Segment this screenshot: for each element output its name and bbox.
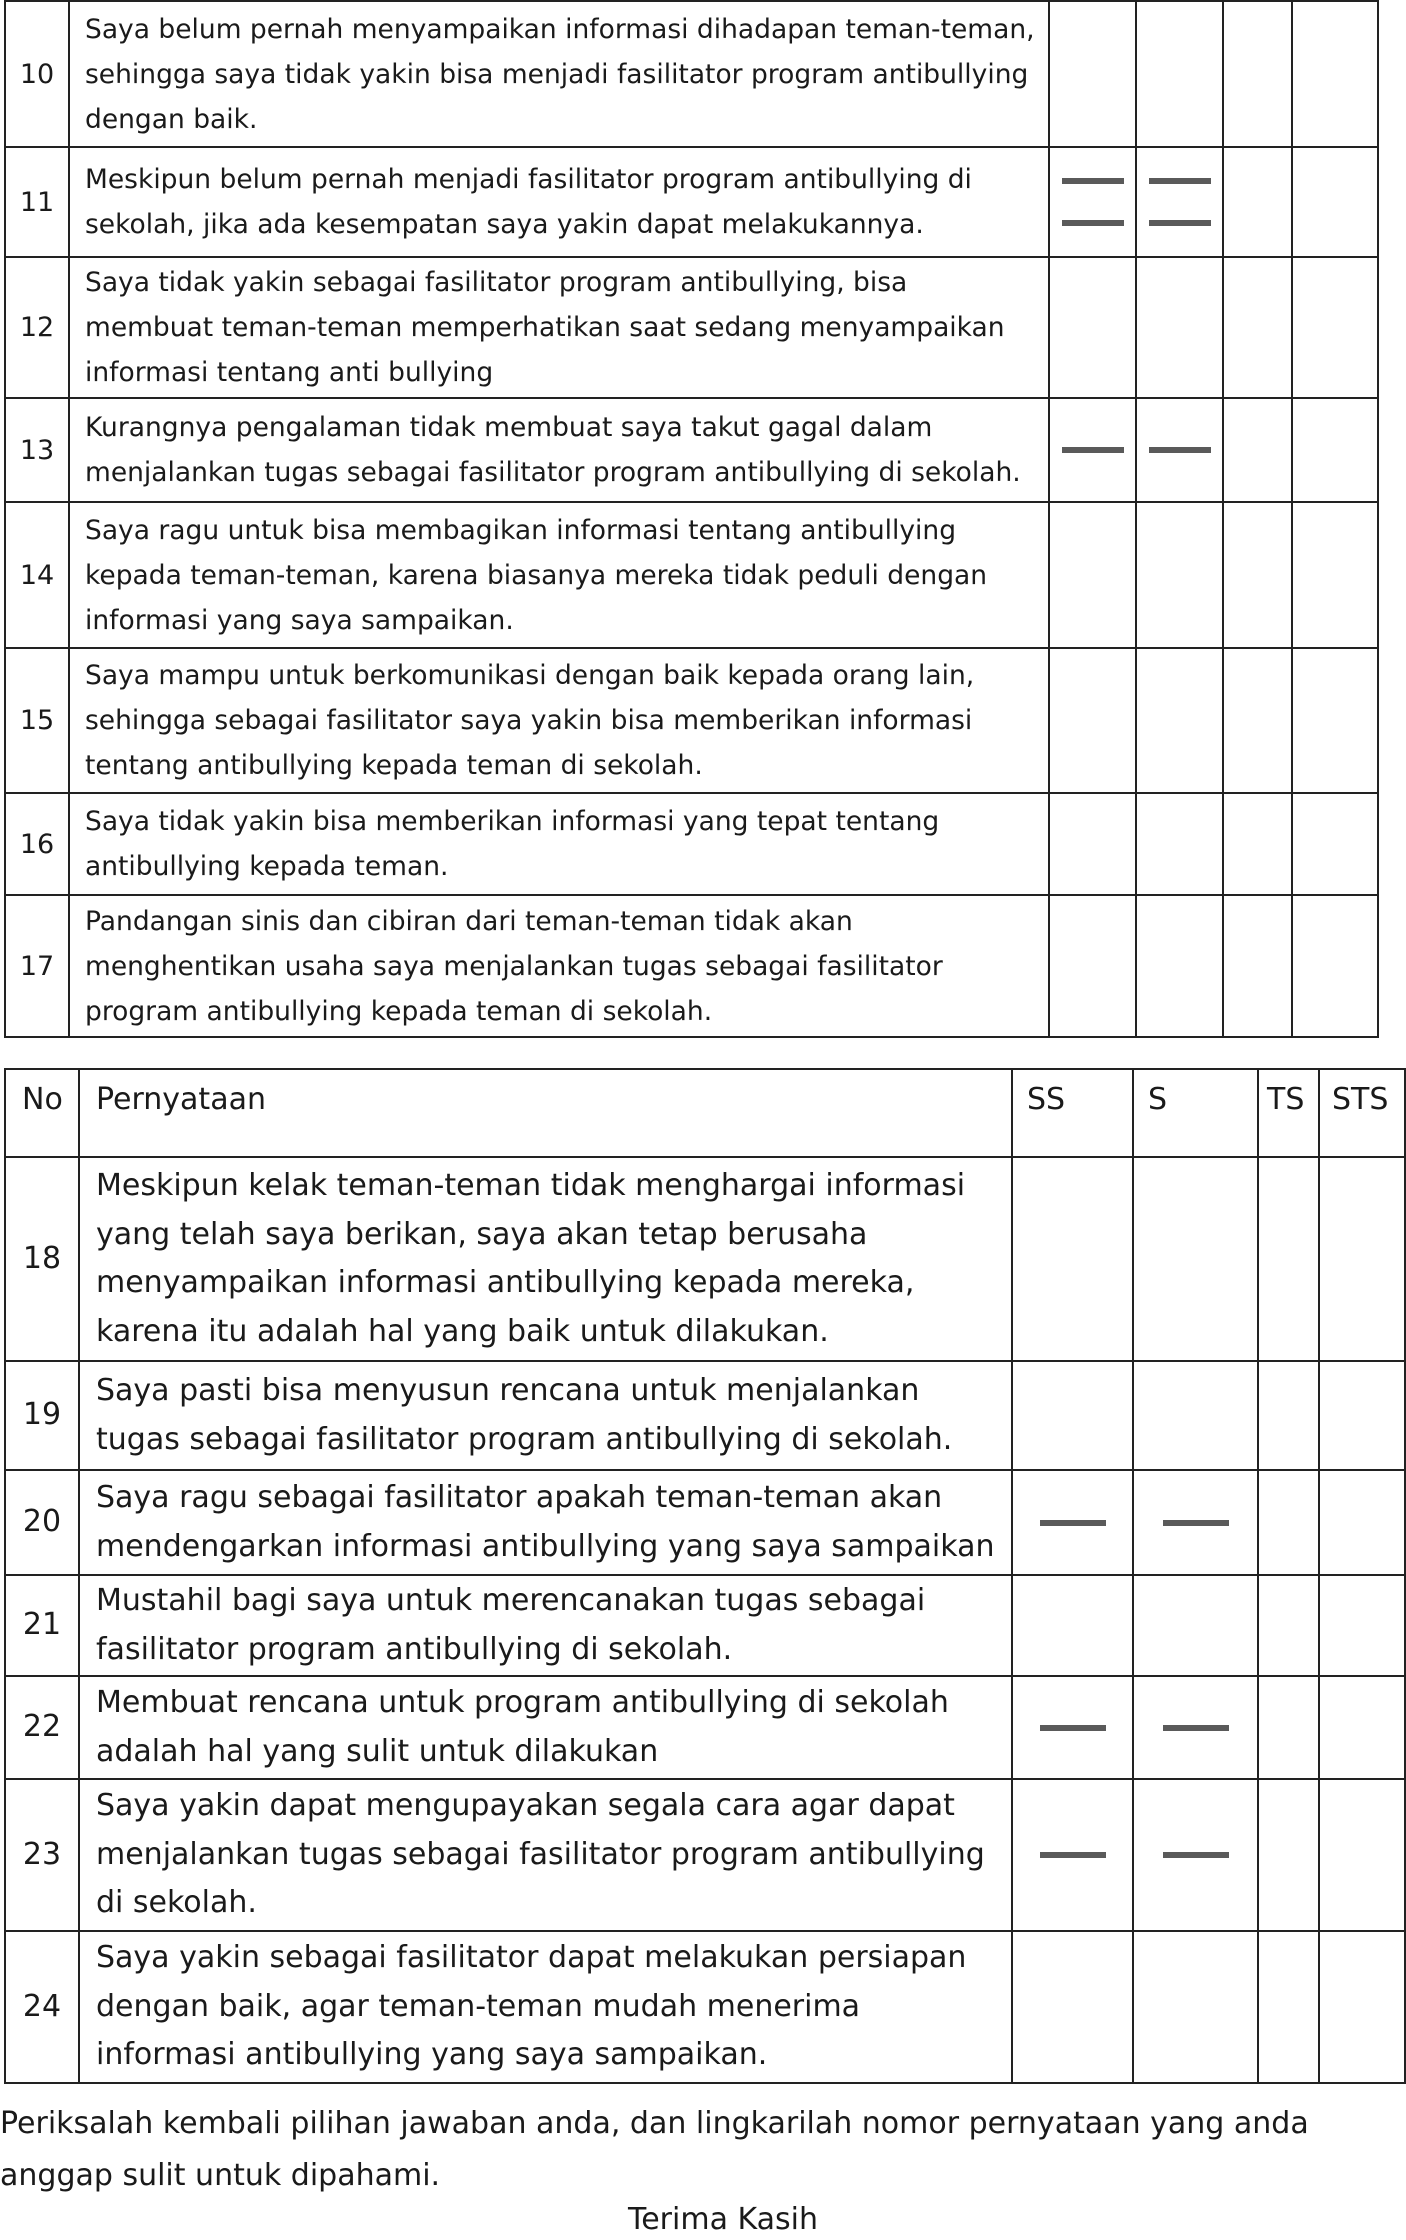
table-row bbox=[5, 1779, 1405, 1931]
answer-cell-ts[interactable] bbox=[1223, 1, 1292, 147]
answer-cell-s[interactable] bbox=[1136, 257, 1223, 398]
answer-cell-s[interactable] bbox=[1133, 1361, 1258, 1470]
table-row bbox=[5, 1470, 1405, 1575]
answer-cell-ss[interactable] bbox=[1012, 1779, 1133, 1931]
column-header-statement: Pernyataan bbox=[79, 1069, 1012, 1157]
answer-cell-ss[interactable] bbox=[1049, 502, 1136, 648]
statement-text: Kurangnya pengalaman tidak membuat saya takut gagal dalam menjalankan tugas sebagai fasilitator program antibullying di sekolah. bbox=[69, 398, 1049, 502]
statement-text: Saya pasti bisa menyusun rencana untuk menjalankan tugas sebagai fasilitator program antibullying di sekolah. bbox=[79, 1361, 1012, 1470]
answer-cell-s[interactable] bbox=[1136, 895, 1223, 1037]
table-header-row bbox=[5, 1069, 1405, 1157]
closing-thanks: Terima Kasih bbox=[628, 2202, 819, 2237]
row-number: 11 bbox=[5, 147, 69, 257]
answer-cell-sts[interactable] bbox=[1319, 1931, 1405, 2083]
answer-cell-sts[interactable] bbox=[1319, 1779, 1405, 1931]
answer-cell-sts[interactable] bbox=[1292, 793, 1378, 895]
answer-cell-ss[interactable] bbox=[1049, 1, 1136, 147]
row-number: 21 bbox=[5, 1575, 79, 1676]
answer-cell-sts[interactable] bbox=[1319, 1676, 1405, 1779]
answer-cell-sts[interactable] bbox=[1319, 1575, 1405, 1676]
questionnaire-table-part-2 bbox=[4, 1068, 1406, 2084]
dash-mark bbox=[1062, 220, 1124, 226]
table-row bbox=[5, 1676, 1405, 1779]
table-row bbox=[5, 1, 1378, 147]
answer-cell-ss[interactable] bbox=[1049, 793, 1136, 895]
answer-cell-ss[interactable] bbox=[1049, 895, 1136, 1037]
answer-cell-s[interactable] bbox=[1136, 793, 1223, 895]
answer-cell-s[interactable] bbox=[1136, 1, 1223, 147]
column-header-sts: STS bbox=[1319, 1069, 1405, 1157]
statement-text: Saya yakin sebagai fasilitator dapat melakukan persiapan dengan baik, agar teman-teman mudah menerima informasi antibullying yang saya sampaikan. bbox=[79, 1931, 1012, 2083]
answer-cell-sts[interactable] bbox=[1292, 502, 1378, 648]
answer-cell-ts[interactable] bbox=[1223, 793, 1292, 895]
questionnaire-table-part-1 bbox=[4, 0, 1379, 1038]
statement-text: Meskipun kelak teman-teman tidak menghargai informasi yang telah saya berikan, saya akan tetap berusaha menyampaikan informasi antibullying kepada mereka, karena itu adalah hal yang baik untuk dilakukan. bbox=[79, 1157, 1012, 1361]
row-number: 10 bbox=[5, 1, 69, 147]
column-header-s: S bbox=[1133, 1069, 1258, 1157]
answer-cell-ss[interactable] bbox=[1012, 1676, 1133, 1779]
row-number: 14 bbox=[5, 502, 69, 648]
answer-cell-s[interactable] bbox=[1133, 1676, 1258, 1779]
dash-mark bbox=[1040, 1852, 1106, 1858]
answer-cell-s[interactable] bbox=[1136, 502, 1223, 648]
table-row bbox=[5, 147, 1378, 257]
dash-mark bbox=[1149, 178, 1211, 184]
answer-cell-sts[interactable] bbox=[1292, 398, 1378, 502]
statement-text: Saya ragu untuk bisa membagikan informasi tentang antibullying kepada teman-teman, karena biasanya mereka tidak peduli dengan informasi yang saya sampaikan. bbox=[69, 502, 1049, 648]
answer-cell-ts[interactable] bbox=[1223, 895, 1292, 1037]
answer-cell-ss[interactable] bbox=[1012, 1470, 1133, 1575]
answer-cell-ts[interactable] bbox=[1258, 1779, 1319, 1931]
answer-cell-ts[interactable] bbox=[1258, 1470, 1319, 1575]
table-row bbox=[5, 793, 1378, 895]
table-row bbox=[5, 398, 1378, 502]
answer-cell-ts[interactable] bbox=[1223, 147, 1292, 257]
row-number: 17 bbox=[5, 895, 69, 1037]
statement-text: Pandangan sinis dan cibiran dari teman-teman tidak akan menghentikan usaha saya menjalankan tugas sebagai fasilitator program antibullying kepada teman di sekolah. bbox=[69, 895, 1049, 1037]
answer-cell-ss[interactable] bbox=[1012, 1575, 1133, 1676]
statement-text: Saya yakin dapat mengupayakan segala cara agar dapat menjalankan tugas sebagai fasilitator program antibullying di sekolah. bbox=[79, 1779, 1012, 1931]
answer-cell-ss[interactable] bbox=[1012, 1157, 1133, 1361]
row-number: 13 bbox=[5, 398, 69, 502]
row-number: 16 bbox=[5, 793, 69, 895]
dash-mark bbox=[1062, 178, 1124, 184]
row-number: 15 bbox=[5, 648, 69, 793]
dash-mark bbox=[1163, 1520, 1229, 1526]
answer-cell-sts[interactable] bbox=[1292, 648, 1378, 793]
dash-mark bbox=[1040, 1520, 1106, 1526]
answer-cell-ts[interactable] bbox=[1258, 1157, 1319, 1361]
answer-cell-sts[interactable] bbox=[1319, 1470, 1405, 1575]
answer-cell-ts[interactable] bbox=[1223, 398, 1292, 502]
statement-text: Saya tidak yakin bisa memberikan informasi yang tepat tentang antibullying kepada teman. bbox=[69, 793, 1049, 895]
answer-cell-sts[interactable] bbox=[1292, 895, 1378, 1037]
answer-cell-ts[interactable] bbox=[1223, 257, 1292, 398]
dash-mark bbox=[1062, 447, 1124, 453]
dash-mark bbox=[1149, 220, 1211, 226]
answer-cell-sts[interactable] bbox=[1319, 1361, 1405, 1470]
table-row bbox=[5, 1575, 1405, 1676]
table-row bbox=[5, 1931, 1405, 2083]
answer-cell-s[interactable] bbox=[1133, 1931, 1258, 2083]
answer-cell-ss[interactable] bbox=[1012, 1931, 1133, 2083]
answer-cell-s[interactable] bbox=[1133, 1157, 1258, 1361]
column-header-ss: SS bbox=[1012, 1069, 1133, 1157]
answer-cell-ts[interactable] bbox=[1258, 1931, 1319, 2083]
answer-cell-ts[interactable] bbox=[1258, 1575, 1319, 1676]
answer-cell-ts[interactable] bbox=[1258, 1361, 1319, 1470]
answer-cell-ss[interactable] bbox=[1049, 147, 1136, 257]
table-row bbox=[5, 257, 1378, 398]
row-number: 20 bbox=[5, 1470, 79, 1575]
column-header-no: No bbox=[5, 1069, 79, 1157]
dash-mark bbox=[1163, 1725, 1229, 1731]
statement-text: Saya belum pernah menyampaikan informasi dihadapan teman-teman, sehingga saya tidak yakin bisa menjadi fasilitator program antibullying dengan baik. bbox=[69, 1, 1049, 147]
table-row bbox=[5, 648, 1378, 793]
answer-cell-s[interactable] bbox=[1136, 648, 1223, 793]
row-number: 23 bbox=[5, 1779, 79, 1931]
statement-text: Meskipun belum pernah menjadi fasilitator program antibullying di sekolah, jika ada kesempatan saya yakin dapat melakukannya. bbox=[69, 147, 1049, 257]
answer-cell-ss[interactable] bbox=[1049, 257, 1136, 398]
statement-text: Membuat rencana untuk program antibullying di sekolah adalah hal yang sulit untuk dilakukan bbox=[79, 1676, 1012, 1779]
instruction-note: Periksalah kembali pilihan jawaban anda, dan lingkarilah nomor pernyataan yang anda anggap sulit untuk dipahami. bbox=[0, 2106, 1309, 2193]
answer-cell-ts[interactable] bbox=[1223, 502, 1292, 648]
statement-text: Saya tidak yakin sebagai fasilitator program antibullying, bisa membuat teman-teman memperhatikan saat sedang menyampaikan informasi tentang anti bullying bbox=[69, 257, 1049, 398]
answer-cell-ts[interactable] bbox=[1223, 648, 1292, 793]
answer-cell-s[interactable] bbox=[1133, 1575, 1258, 1676]
statement-text: Saya mampu untuk berkomunikasi dengan baik kepada orang lain, sehingga sebagai fasilitator saya yakin bisa memberikan informasi tentang antibullying kepada teman di sekolah. bbox=[69, 648, 1049, 793]
answer-cell-ss[interactable] bbox=[1049, 648, 1136, 793]
dash-mark bbox=[1040, 1725, 1106, 1731]
answer-cell-sts[interactable] bbox=[1292, 1, 1378, 147]
answer-cell-sts[interactable] bbox=[1292, 257, 1378, 398]
answer-cell-ss[interactable] bbox=[1049, 398, 1136, 502]
statement-text: Mustahil bagi saya untuk merencanakan tugas sebagai fasilitator program antibullying di sekolah. bbox=[79, 1575, 1012, 1676]
answer-cell-ss[interactable] bbox=[1012, 1361, 1133, 1470]
table-row bbox=[5, 1157, 1405, 1361]
answer-cell-s[interactable] bbox=[1133, 1779, 1258, 1931]
statement-text: Saya ragu sebagai fasilitator apakah teman-teman akan mendengarkan informasi antibullying yang saya sampaikan bbox=[79, 1470, 1012, 1575]
answer-cell-s[interactable] bbox=[1133, 1470, 1258, 1575]
row-number: 22 bbox=[5, 1676, 79, 1779]
dash-mark bbox=[1163, 1852, 1229, 1858]
table-row bbox=[5, 502, 1378, 648]
table-row bbox=[5, 895, 1378, 1037]
row-number: 12 bbox=[5, 257, 69, 398]
answer-cell-ts[interactable] bbox=[1258, 1676, 1319, 1779]
table-row bbox=[5, 1361, 1405, 1470]
dash-mark bbox=[1149, 447, 1211, 453]
answer-cell-sts[interactable] bbox=[1319, 1157, 1405, 1361]
answer-cell-sts[interactable] bbox=[1292, 147, 1378, 257]
row-number: 24 bbox=[5, 1931, 79, 2083]
answer-cell-s[interactable] bbox=[1136, 398, 1223, 502]
answer-cell-s[interactable] bbox=[1136, 147, 1223, 257]
column-header-ts: TS bbox=[1258, 1069, 1319, 1157]
row-number: 18 bbox=[5, 1157, 79, 1361]
row-number: 19 bbox=[5, 1361, 79, 1470]
